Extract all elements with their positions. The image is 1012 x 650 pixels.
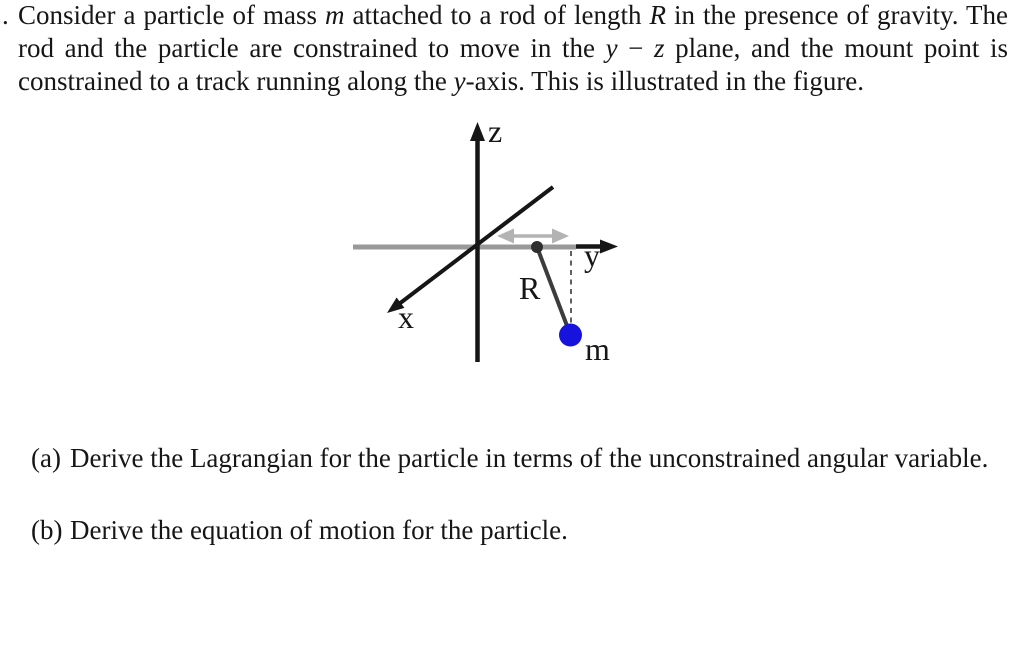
x-axis-label: x	[398, 299, 414, 335]
text-segment: attached to a rod of length	[344, 0, 650, 30]
slider-arrow-right-head	[552, 229, 569, 244]
y-axis-label: y	[584, 237, 600, 273]
math-variable: z	[654, 33, 665, 63]
mount-point	[531, 241, 543, 253]
intro-line-1	[18, 0, 1008, 32]
text-segment: -axis. This is illustrated in the figure.	[465, 66, 865, 96]
math-variable: R	[649, 0, 667, 30]
text-segment: plane, and the mount point is	[664, 33, 1009, 63]
math-variable: y	[605, 33, 618, 63]
rod-length-label: R	[519, 270, 541, 306]
part-b-label: (b)	[31, 515, 63, 545]
z-axis-arrowhead	[470, 122, 485, 141]
text-segment: constrained to a track running along the	[18, 66, 454, 96]
part-a-label: (a)	[31, 443, 61, 473]
math-variable: y	[453, 66, 466, 96]
text-segment: Consider a particle of mass	[18, 0, 325, 30]
text-segment: −	[617, 33, 655, 63]
mass-ball	[559, 324, 582, 347]
slider-motion-arrow	[497, 229, 569, 244]
part-b	[31, 514, 568, 547]
part-a	[31, 442, 988, 475]
slider-arrow-left-head	[497, 229, 514, 244]
z-axis-label: z	[488, 113, 503, 149]
problem-intro	[18, 0, 1008, 98]
part-b-text: Derive the equation of motion for the particle.	[70, 515, 568, 545]
figure-pendulum-on-track	[340, 110, 640, 375]
mass-label: m	[585, 331, 610, 367]
text-segment: in the presence of gravity. The	[666, 0, 1008, 30]
intro-line-2	[18, 32, 1008, 65]
rod-line	[537, 247, 571, 335]
math-variable: m	[325, 0, 345, 30]
problem-number-fragment: .	[2, 0, 9, 30]
text-segment: rod and the particle are constrained to move in the	[18, 33, 606, 63]
intro-line-3	[18, 65, 1008, 98]
y-axis-arrowhead	[600, 240, 618, 254]
part-a-text: Derive the Lagrangian for the particle in terms of the unconstrained angular variable.	[70, 443, 989, 473]
